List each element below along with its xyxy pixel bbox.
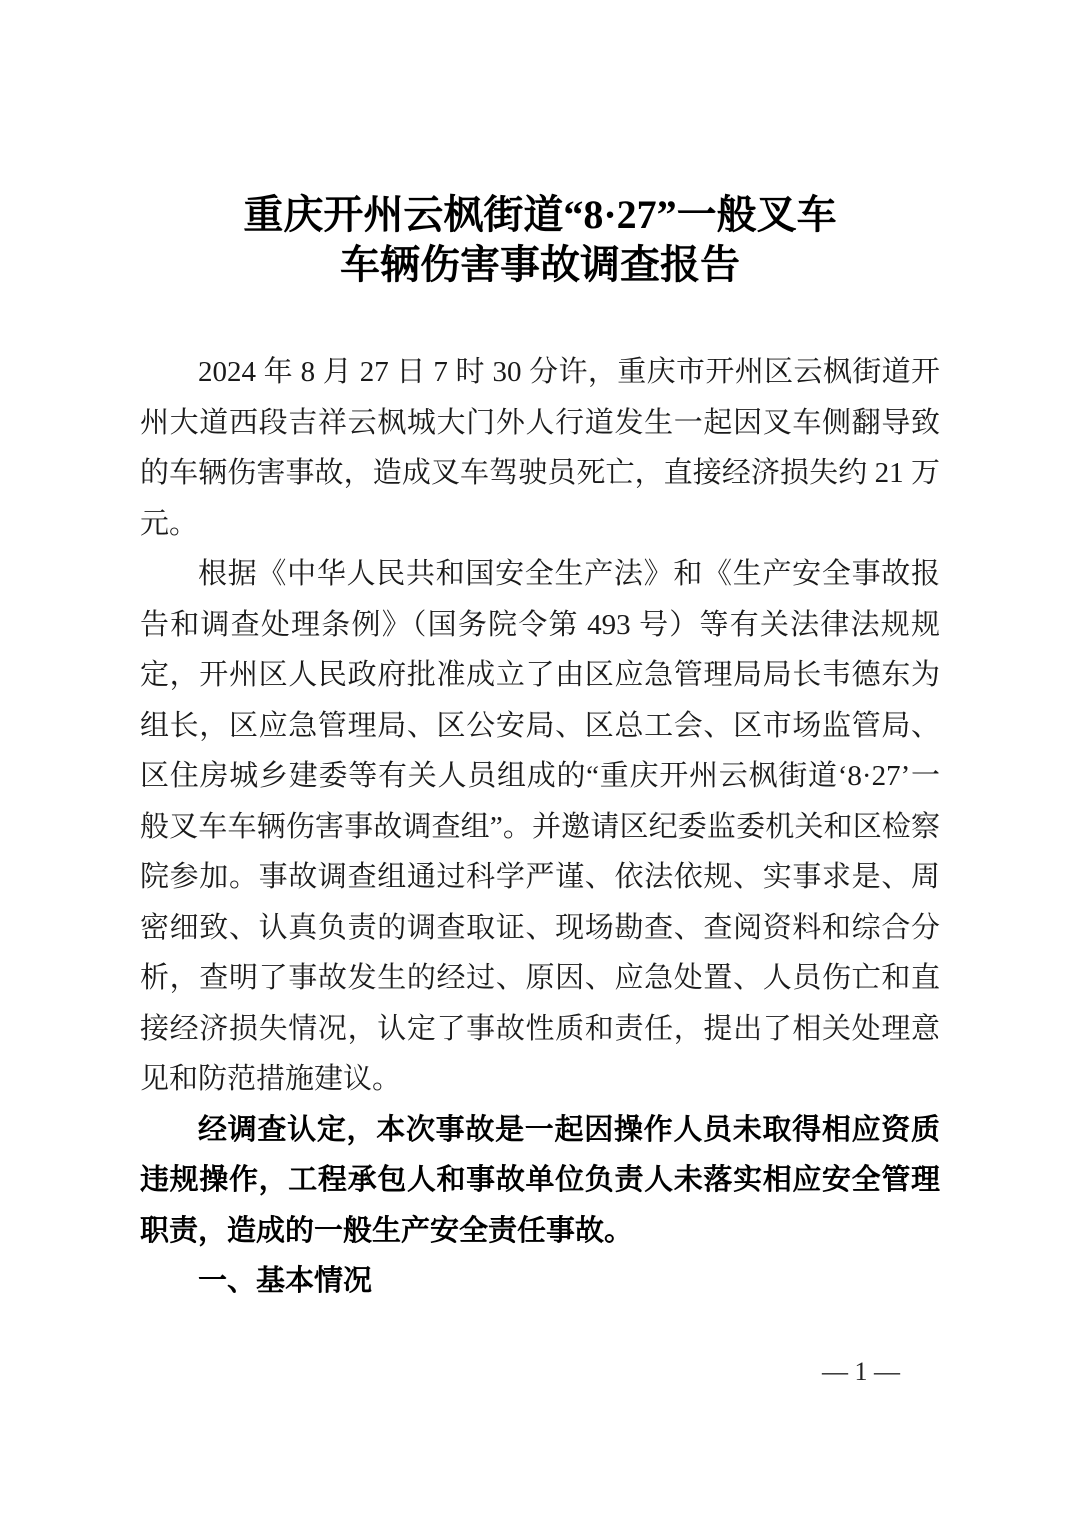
document-page [140,190,940,1307]
paragraph-investigation-setup: 根据《中华人民共和国安全生产法》和《生产安全事故报告和调查处理条例》（国务院令第 493 号）等有关法律法规规定，开州区人民政府批准成立了由区应急管理局局长韦德东为组长，区应急管理局、区公安局、区总工会、区市场监管局、区住房城乡建委等有关人员组成的“重庆开州云枫街道‘8·27’一般叉车车辆伤害事故调查组”。并邀请区纪委监委机关和区检察院参加。事故调查组通过科学严谨、依法依规、实事求是、周密细致、认真负责的调查取证、现场勘查、查阅资料和综合分析，查明了事故发生的经过、原因、应急处置、人员伤亡和直接经济损失情况，认定了事故性质和责任，提出了相关处理意见和防范措施建议。 [140,558,940,1095]
page-number: — 1 — [822,1357,900,1386]
paragraph-accident-summary: 2024 年 8 月 27 日 7 时 30 分许，重庆市开州区云枫街道开州大道西段吉祥云枫城大门外人行道发生一起因叉车侧翻导致的车辆伤害事故，造成叉车驾驶员死亡，直接经济损失约 21 万元。 [140,356,940,540]
paragraph-finding-conclusion: 经调查认定，本次事故是一起因操作人员未取得相应资质违规操作，工程承包人和事故单位负责人未落实相应安全管理职责，造成的一般生产安全责任事故。 [140,1113,940,1247]
report-title-line1: 重庆开州云枫街道“8·27”一般叉车 [243,192,837,237]
report-title-line2: 车辆伤害事故调查报告 [340,242,740,287]
section-heading-basic-info: 一、基本情况 [198,1265,373,1297]
report-body [140,347,940,1307]
report-title [140,190,940,290]
